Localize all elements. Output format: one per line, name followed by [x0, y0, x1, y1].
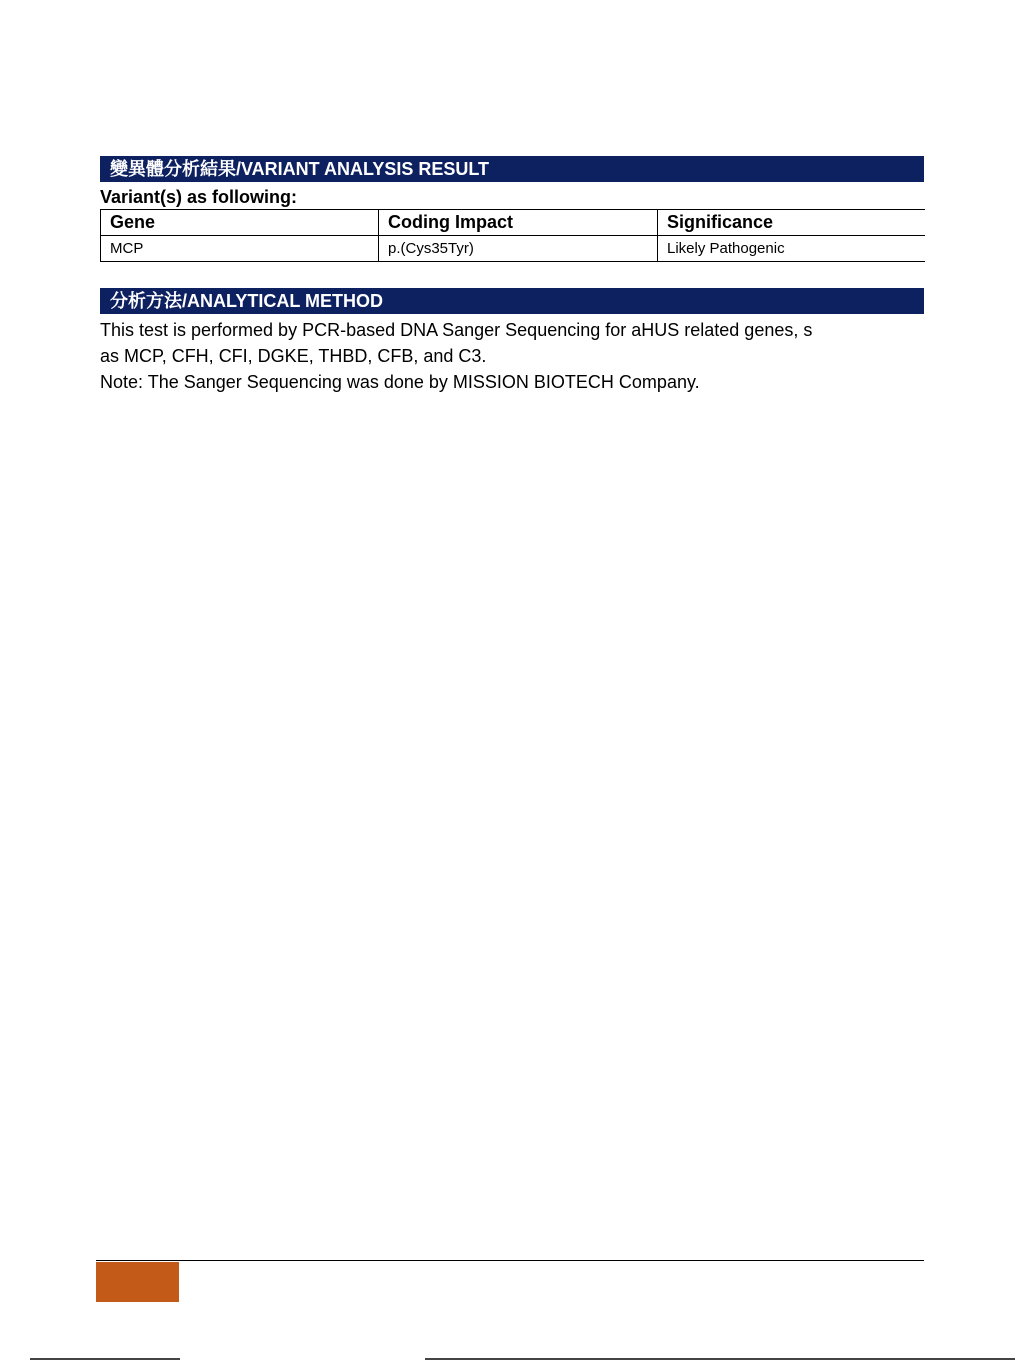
footer-divider: [96, 1260, 924, 1261]
column-header-significance: Significance: [658, 210, 925, 236]
bottom-edge-artifact: [30, 1358, 180, 1360]
table-row: [101, 236, 925, 262]
column-header-coding-impact: Coding Impact: [379, 210, 658, 236]
variant-table: [100, 209, 925, 262]
table-header-row: [101, 210, 925, 236]
analytical-method-section-header: 分析方法/ANALYTICAL METHOD: [100, 288, 924, 314]
variants-subtitle: Variant(s) as following:: [100, 187, 298, 207]
coding-impact-cell: p.(Cys35Tyr): [379, 236, 658, 262]
column-header-gene: Gene: [101, 210, 379, 236]
method-description-line-2: as MCP, CFH, CFI, DGKE, THBD, CFB, and C3.: [100, 346, 487, 366]
footer-accent-block: [96, 1262, 179, 1302]
gene-cell: MCP: [101, 236, 379, 262]
bottom-edge-artifact: [425, 1358, 1015, 1360]
method-note: Note: The Sanger Sequencing was done by MISSION BIOTECH Company.: [100, 372, 700, 392]
method-description-line-1: This test is performed by PCR-based DNA Sanger Sequencing for aHUS related genes, s: [100, 320, 813, 340]
significance-cell: Likely Pathogenic: [658, 236, 925, 262]
variant-analysis-section-header: 變異體分析結果/VARIANT ANALYSIS RESULT: [100, 156, 924, 182]
